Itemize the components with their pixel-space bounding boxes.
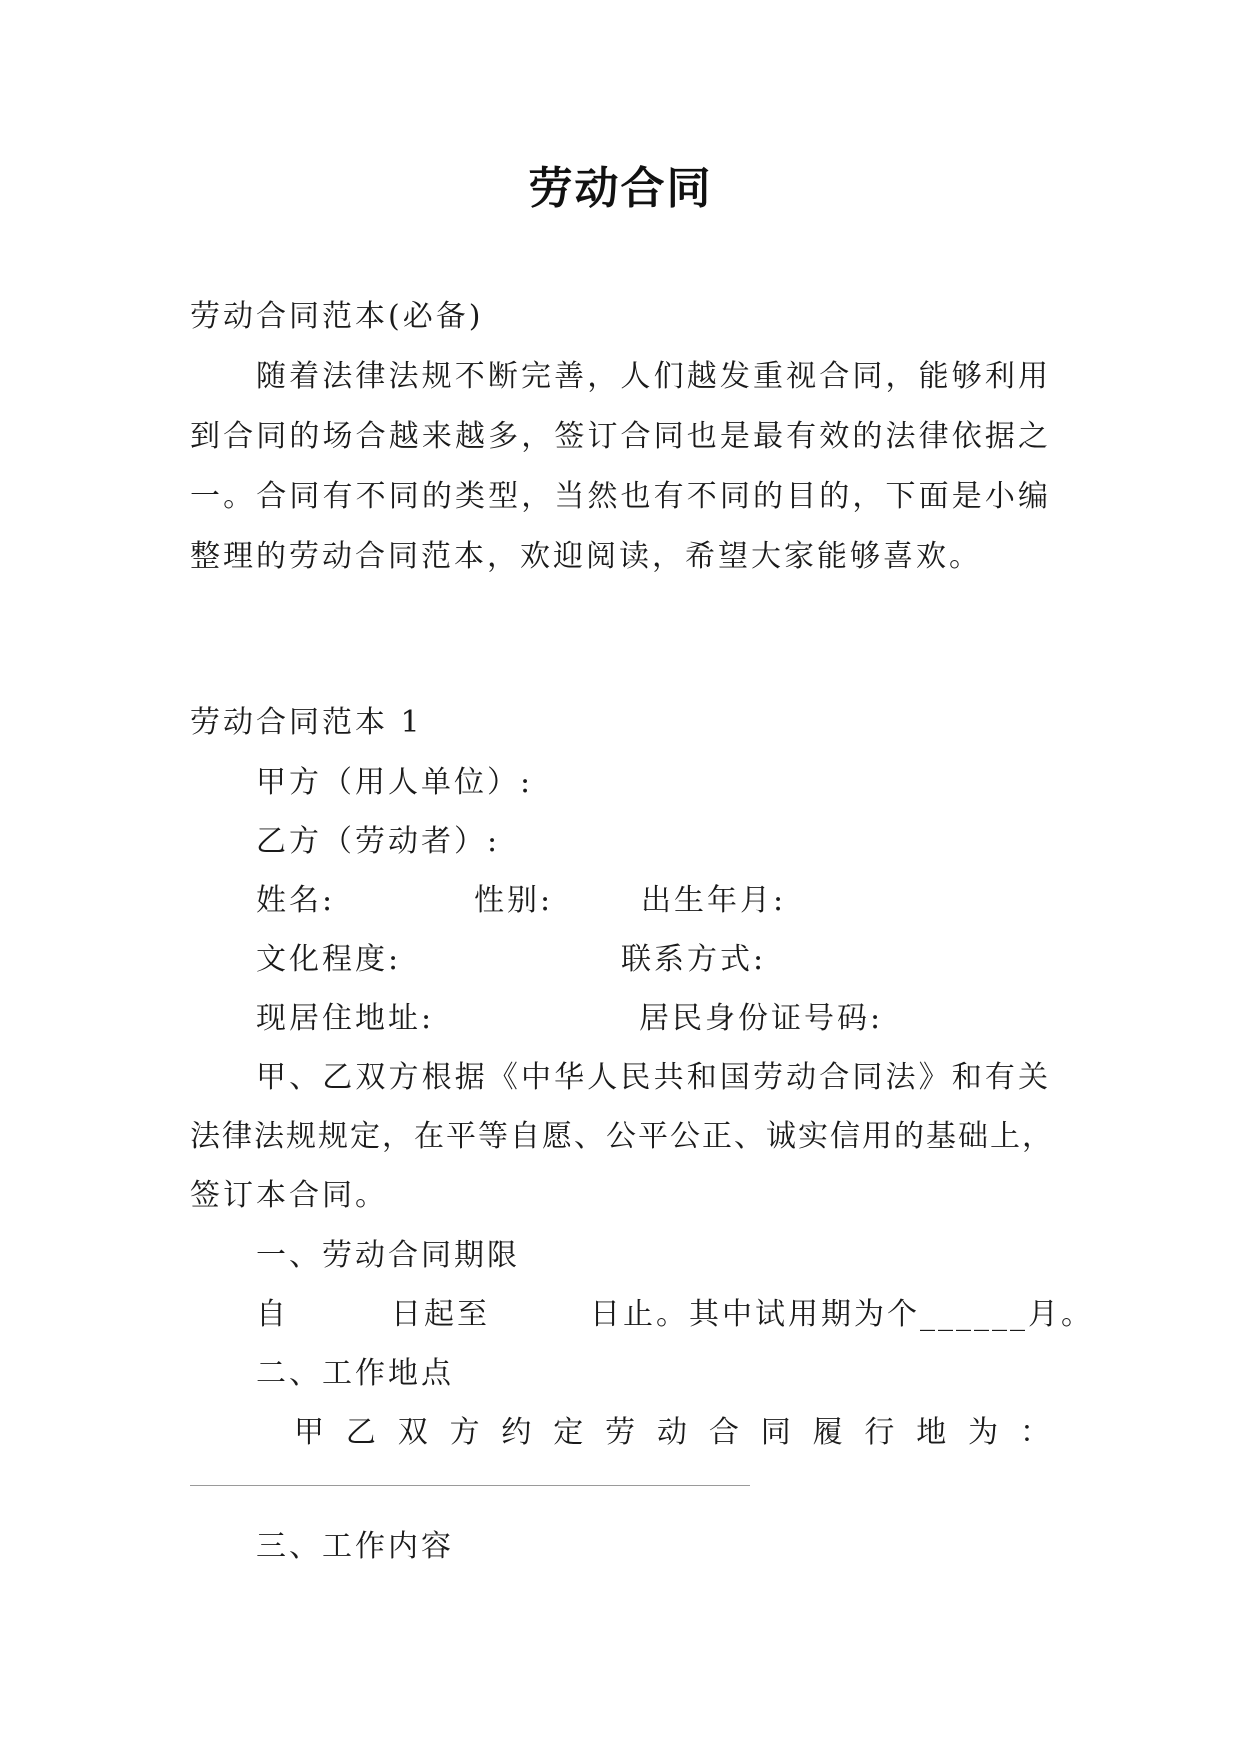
term-to: 日起至 [391,1297,490,1332]
workplace-blank-line [190,1485,750,1486]
gender-label: 性别: [474,883,554,918]
birth-label: 出生年月: [641,883,787,918]
term-from: 自 [256,1297,289,1332]
id-number-label: 居民身份证号码: [639,1001,884,1036]
intro-line-3: 一。合同有不同的类型，当然也有不同的目的，下面是小编 [190,479,1050,514]
workplace-line: 甲乙双方约定劳动合同履行地为： [294,1415,1050,1450]
section-3-heading: 三、工作内容 [256,1529,454,1564]
address-label: 现居住地址: [256,1001,435,1036]
term-end: 日止。其中试用期为个______月。 [590,1297,1094,1332]
basis-line-2: 法律法规规定，在平等自愿、公平公正、诚实信用的基础上， [190,1119,1054,1154]
section-1-heading: 一、劳动合同期限 [256,1238,520,1273]
name-label: 姓名: [256,883,336,918]
intro-line-2: 到合同的场合越来越多，签订合同也是最有效的法律依据之 [190,419,1050,454]
basis-line-3: 签订本合同。 [190,1178,388,1213]
party-a-label: 甲方（用人单位）: [256,765,534,800]
basis-line-1: 甲、乙双方根据《中华人民共和国劳动合同法》和有关 [256,1060,1050,1095]
intro-heading: 劳动合同范本(必备) [190,299,484,334]
intro-line-4: 整理的劳动合同范本，欢迎阅读，希望大家能够喜欢。 [190,539,982,574]
page-title: 劳动合同 [528,163,713,214]
education-label: 文化程度: [256,942,402,977]
intro-line-1: 随着法律法规不断完善，人们越发重视合同，能够利用 [256,359,1050,394]
section-2-heading: 二、工作地点 [256,1356,454,1391]
sample-heading: 劳动合同范本 1 [190,705,423,740]
party-b-label: 乙方（劳动者）: [256,824,501,859]
contact-label: 联系方式: [621,942,767,977]
